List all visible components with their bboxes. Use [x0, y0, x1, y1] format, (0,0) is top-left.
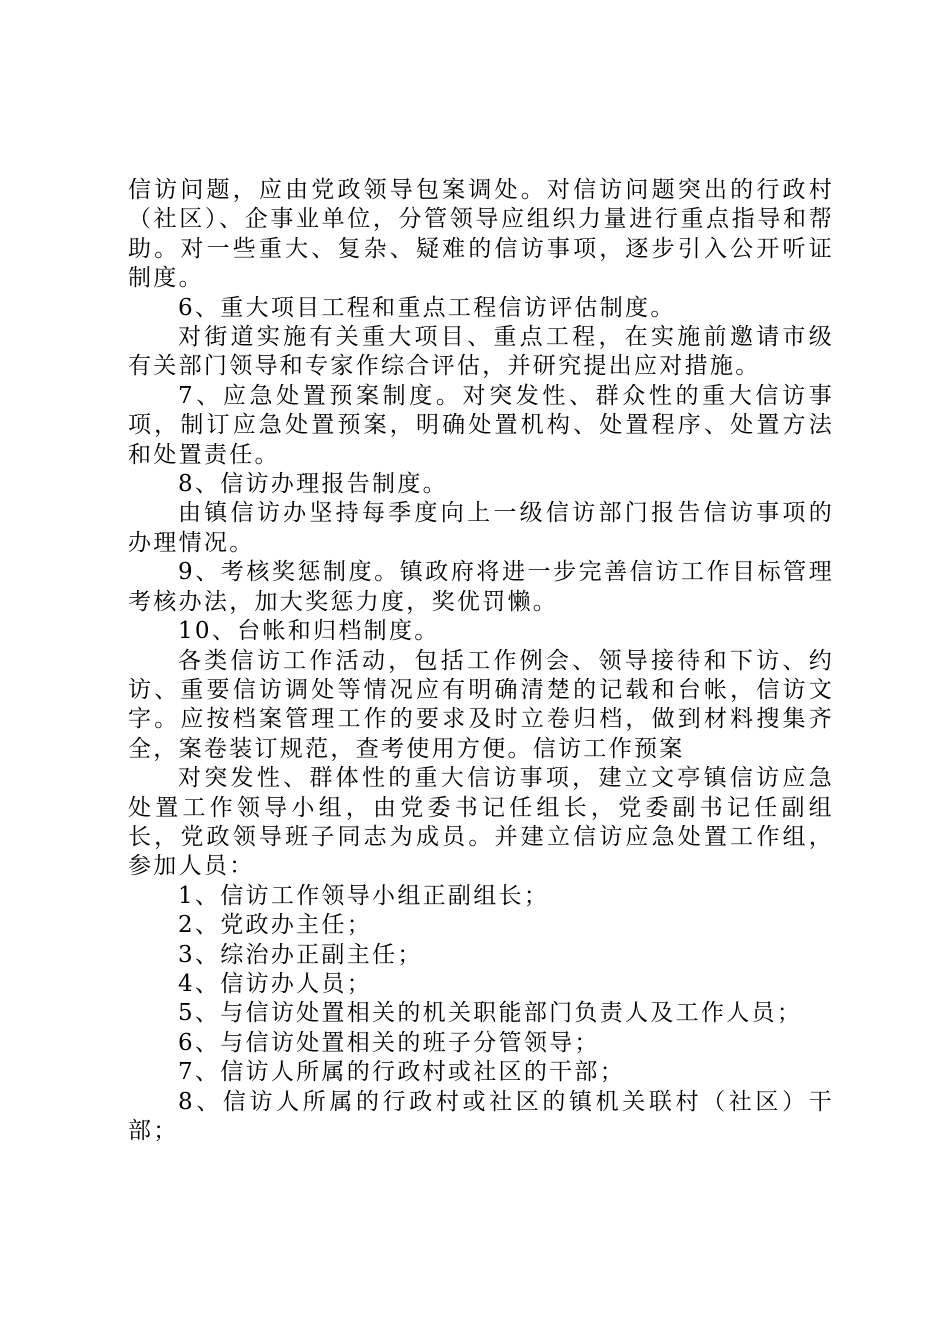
- paragraph-item-8-heading: 8、信访办理报告制度。: [178, 471, 448, 498]
- list-item-member-7: 7、信访人所属的行政村或社区的干部；: [178, 1059, 626, 1086]
- list-item-member-6: 6、与信访处置相关的班子分管领导；: [178, 1029, 600, 1056]
- list-item-member-3: 3、综治办正副主任；: [178, 941, 423, 968]
- list-item-member-4: 4、信访办人员；: [178, 970, 373, 997]
- paragraph-item-9: 9、考核奖惩制度。镇政府将进一步完善信访工作目标管理考核办法，加大奖惩力度，奖优罚懒。: [128, 559, 834, 615]
- list-item-member-1: 1、信访工作领导小组正副组长；: [178, 882, 550, 909]
- paragraph-item-6-body: 对街道实施有关重大项目、重点工程，在实施前邀请市级有关部门领导和专家作综合评估，并研究提出应对措施。: [128, 324, 834, 380]
- list-item-member-8: 8、信访人所属的行政村或社区的镇机关联村（社区）干部；: [128, 1088, 834, 1144]
- paragraph-item-7: 7、应急处置预案制度。对突发性、群众性的重大信访事项，制订应急处置预案，明确处置机构、处置程序、处置方法和处置责任。: [128, 382, 834, 468]
- list-item-member-5: 5、与信访处置相关的机关职能部门负责人及工作人员；: [178, 1000, 803, 1027]
- paragraph-emergency-plan: 对突发性、群体性的重大信访事项，建立文亭镇信访应急处置工作领导小组，由党委书记任组长，党委副书记任副组长，党政领导班子同志为成员。并建立信访应急处置工作组，参加人员：: [128, 765, 834, 880]
- paragraph-item-10-body: 各类信访工作活动，包括工作例会、领导接待和下访、约访、重要信访调处等情况应有明确清楚的记载和台帐，信访文字。应按档案管理工作的要求及时立卷归档，做到材料搜集齐全，案卷装订规范，查考使用方便。信访工作预案: [128, 647, 834, 762]
- paragraph-continuation: 信访问题，应由党政领导包案调处。对信访问题突出的行政村（社区）、企事业单位，分管领导应组织力量进行重点指导和帮助。对一些重大、复杂、疑难的信访事项，逐步引入公开听证制度。: [128, 177, 834, 292]
- paragraph-item-10-heading: 10、台帐和归档制度。: [178, 618, 440, 645]
- paragraph-item-8-body: 由镇信访办坚持每季度向上一级信访部门报告信访事项的办理情况。: [128, 500, 834, 556]
- paragraph-item-6-heading: 6、重大项目工程和重点工程信访评估制度。: [178, 294, 676, 321]
- document-body: [128, 176, 834, 1146]
- list-item-member-2: 2、党政办主任；: [178, 912, 373, 939]
